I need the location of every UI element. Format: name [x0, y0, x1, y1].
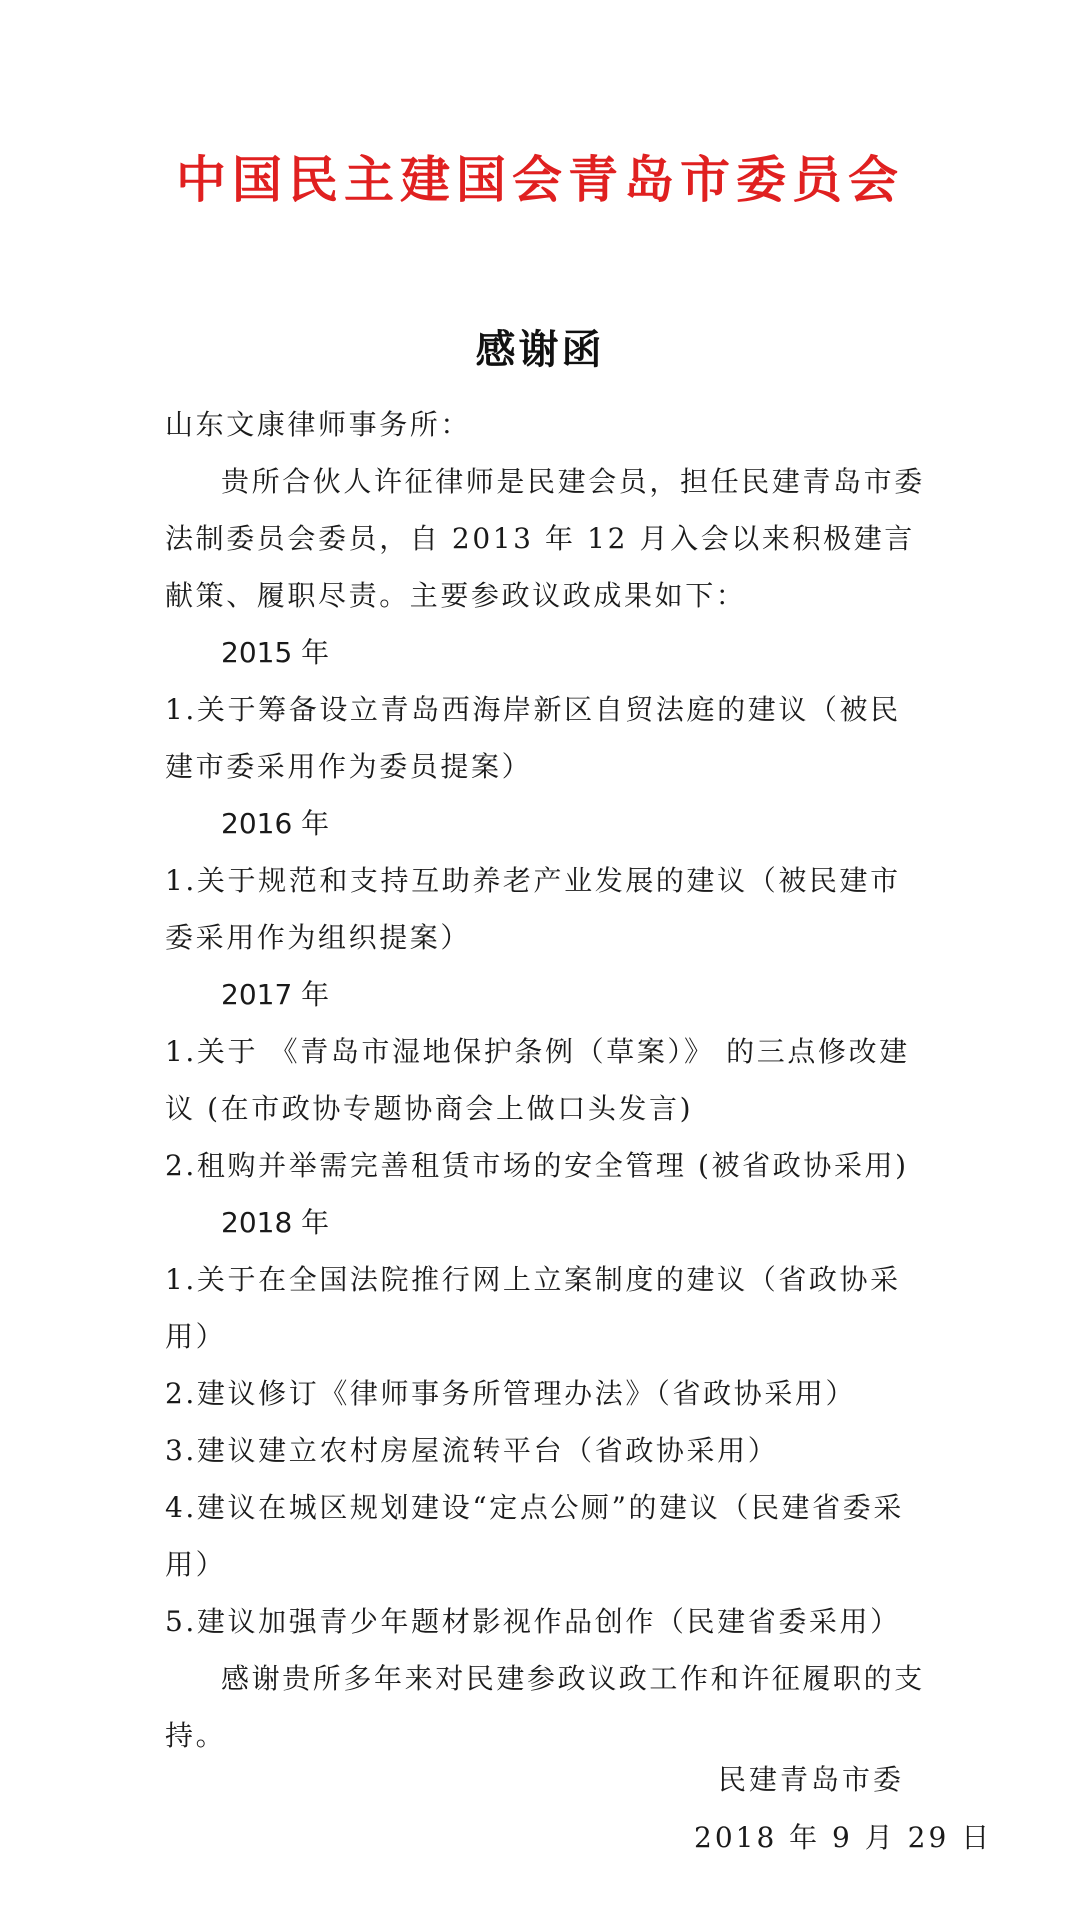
letter-body	[165, 396, 925, 1764]
list-item: 1.关于在全国法院推行网上立案制度的建议（省政协采用）	[165, 1263, 901, 1353]
letter-title: 感谢函	[475, 326, 605, 373]
list-item: 1.关于 《青岛市湿地保护条例（草案）》 的三点修改建议 (在市政协专题协商会上做口头发言)	[165, 1035, 910, 1125]
date: 2018 年 9 月 29 日	[694, 1821, 993, 1854]
year-heading-2017: 2017 年	[221, 978, 330, 1011]
signature: 民建青岛市委	[718, 1763, 905, 1796]
year-heading-2016: 2016 年	[221, 807, 330, 840]
intro-paragraph: 贵所合伙人许征律师是民建会员，担任民建青岛市委法制委员会委员，自 2013 年 12 月入会以来积极建言献策、履职尽责。主要参政议政成果如下：	[165, 465, 925, 612]
list-item: 1.关于筹备设立青岛西海岸新区自贸法庭的建议（被民建市委采用作为委员提案）	[165, 693, 901, 783]
list-item: 5.建议加强青少年题材影视作品创作（民建省委采用）	[165, 1605, 901, 1638]
organization-header: 中国民主建国会青岛市委员会	[176, 150, 904, 209]
list-item: 2.租购并举需完善租赁市场的安全管理 (被省政协采用)	[165, 1149, 909, 1182]
year-heading-2015: 2015 年	[221, 636, 330, 669]
list-item: 2.建议修订《律师事务所管理办法》（省政协采用）	[165, 1377, 857, 1410]
list-item: 4.建议在城区规划建设“定点公厕”的建议（民建省委采用）	[165, 1491, 904, 1581]
list-item: 3.建议建立农村房屋流转平台（省政协采用）	[165, 1434, 779, 1467]
list-item: 1.关于规范和支持互助养老产业发展的建议（被民建市委采用作为组织提案）	[165, 864, 901, 954]
year-heading-2018: 2018 年	[221, 1206, 330, 1239]
salutation: 山东文康律师事务所：	[165, 408, 472, 441]
closing-paragraph: 感谢贵所多年来对民建参政议政工作和许征履职的支持。	[165, 1662, 925, 1752]
